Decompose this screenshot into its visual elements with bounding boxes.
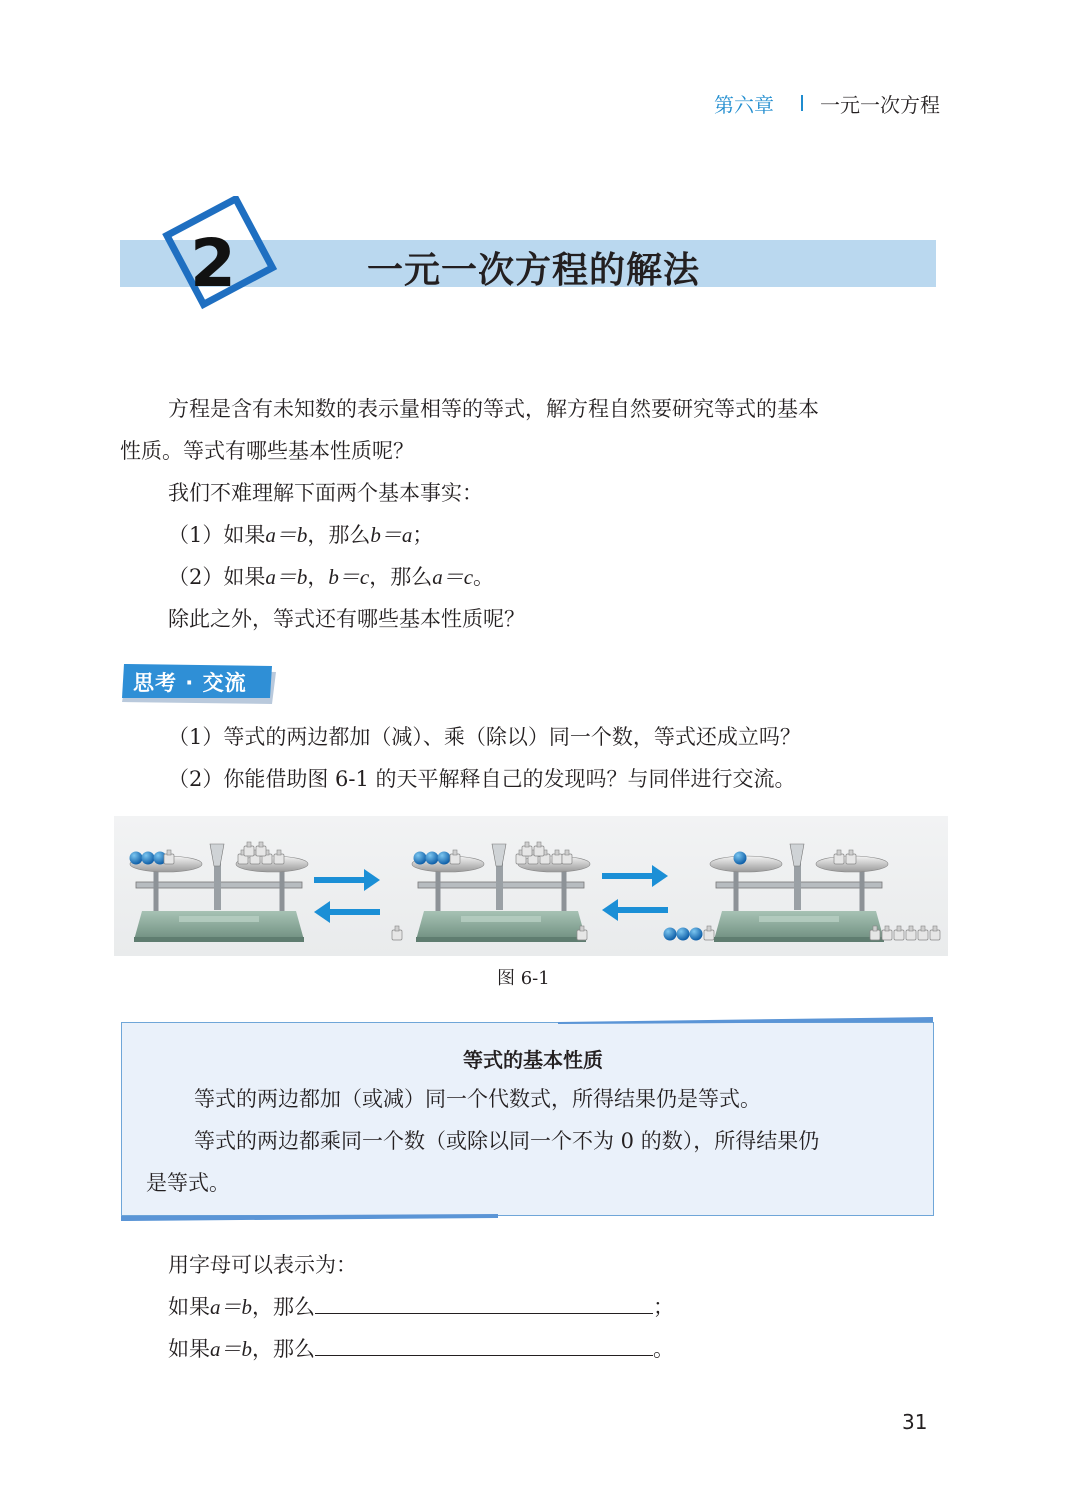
think-discuss-tag: 思考 · 交流 <box>133 671 247 695</box>
intro-line-2: 性质。等式有哪些基本性质呢？ <box>120 439 414 463</box>
intro-closing: 除此之外，等式还有哪些基本性质呢？ <box>168 607 525 631</box>
letters-row-1: 如果a＝b，那么 ； <box>168 1286 674 1328</box>
chapter-label: 第六章 <box>714 93 774 117</box>
figure-caption: 图 6-1 <box>497 968 550 989</box>
think-question-1: （1）等式的两边都加（减）、乘（除以）同一个数，等式还成立吗？ <box>168 725 801 749</box>
property-line-1: 等式的两边都加（或减）同一个代数式，所得结果仍是等式。 <box>194 1087 761 1111</box>
intro-line-1: 方程是含有未知数的表示量相等的等式，解方程自然要研究等式的基本 <box>168 397 819 421</box>
property-line-3: 是等式。 <box>146 1171 230 1195</box>
letters-intro: 用字母可以表示为： <box>168 1253 357 1277</box>
chapter-title: 一元一次方程 <box>820 93 940 117</box>
answer-blank-1[interactable] <box>315 1291 653 1314</box>
header-divider <box>801 95 803 111</box>
property-line-2: 等式的两边都乘同一个数（或除以同一个不为 0 的数），所得结果仍 <box>194 1129 820 1153</box>
section-title: 一元一次方程的解法 <box>367 250 701 291</box>
fact-2: （2）如果a＝b，b＝c，那么a＝c。 <box>168 565 495 589</box>
fact-1: （1）如果a＝b，那么b＝a； <box>168 523 434 547</box>
letters-row-2: 如果a＝b，那么 。 <box>168 1328 674 1370</box>
property-box-title: 等式的基本性质 <box>463 1048 603 1072</box>
page-number: 31 <box>902 1410 928 1434</box>
think-question-2: （2）你能借助图 6-1 的天平解释自己的发现吗？与同伴进行交流。 <box>168 767 796 791</box>
section-number: 2 <box>190 225 236 302</box>
answer-blank-2[interactable] <box>315 1333 653 1356</box>
balance-illustration <box>114 816 948 956</box>
facts-intro: 我们不难理解下面两个基本事实： <box>168 481 483 505</box>
